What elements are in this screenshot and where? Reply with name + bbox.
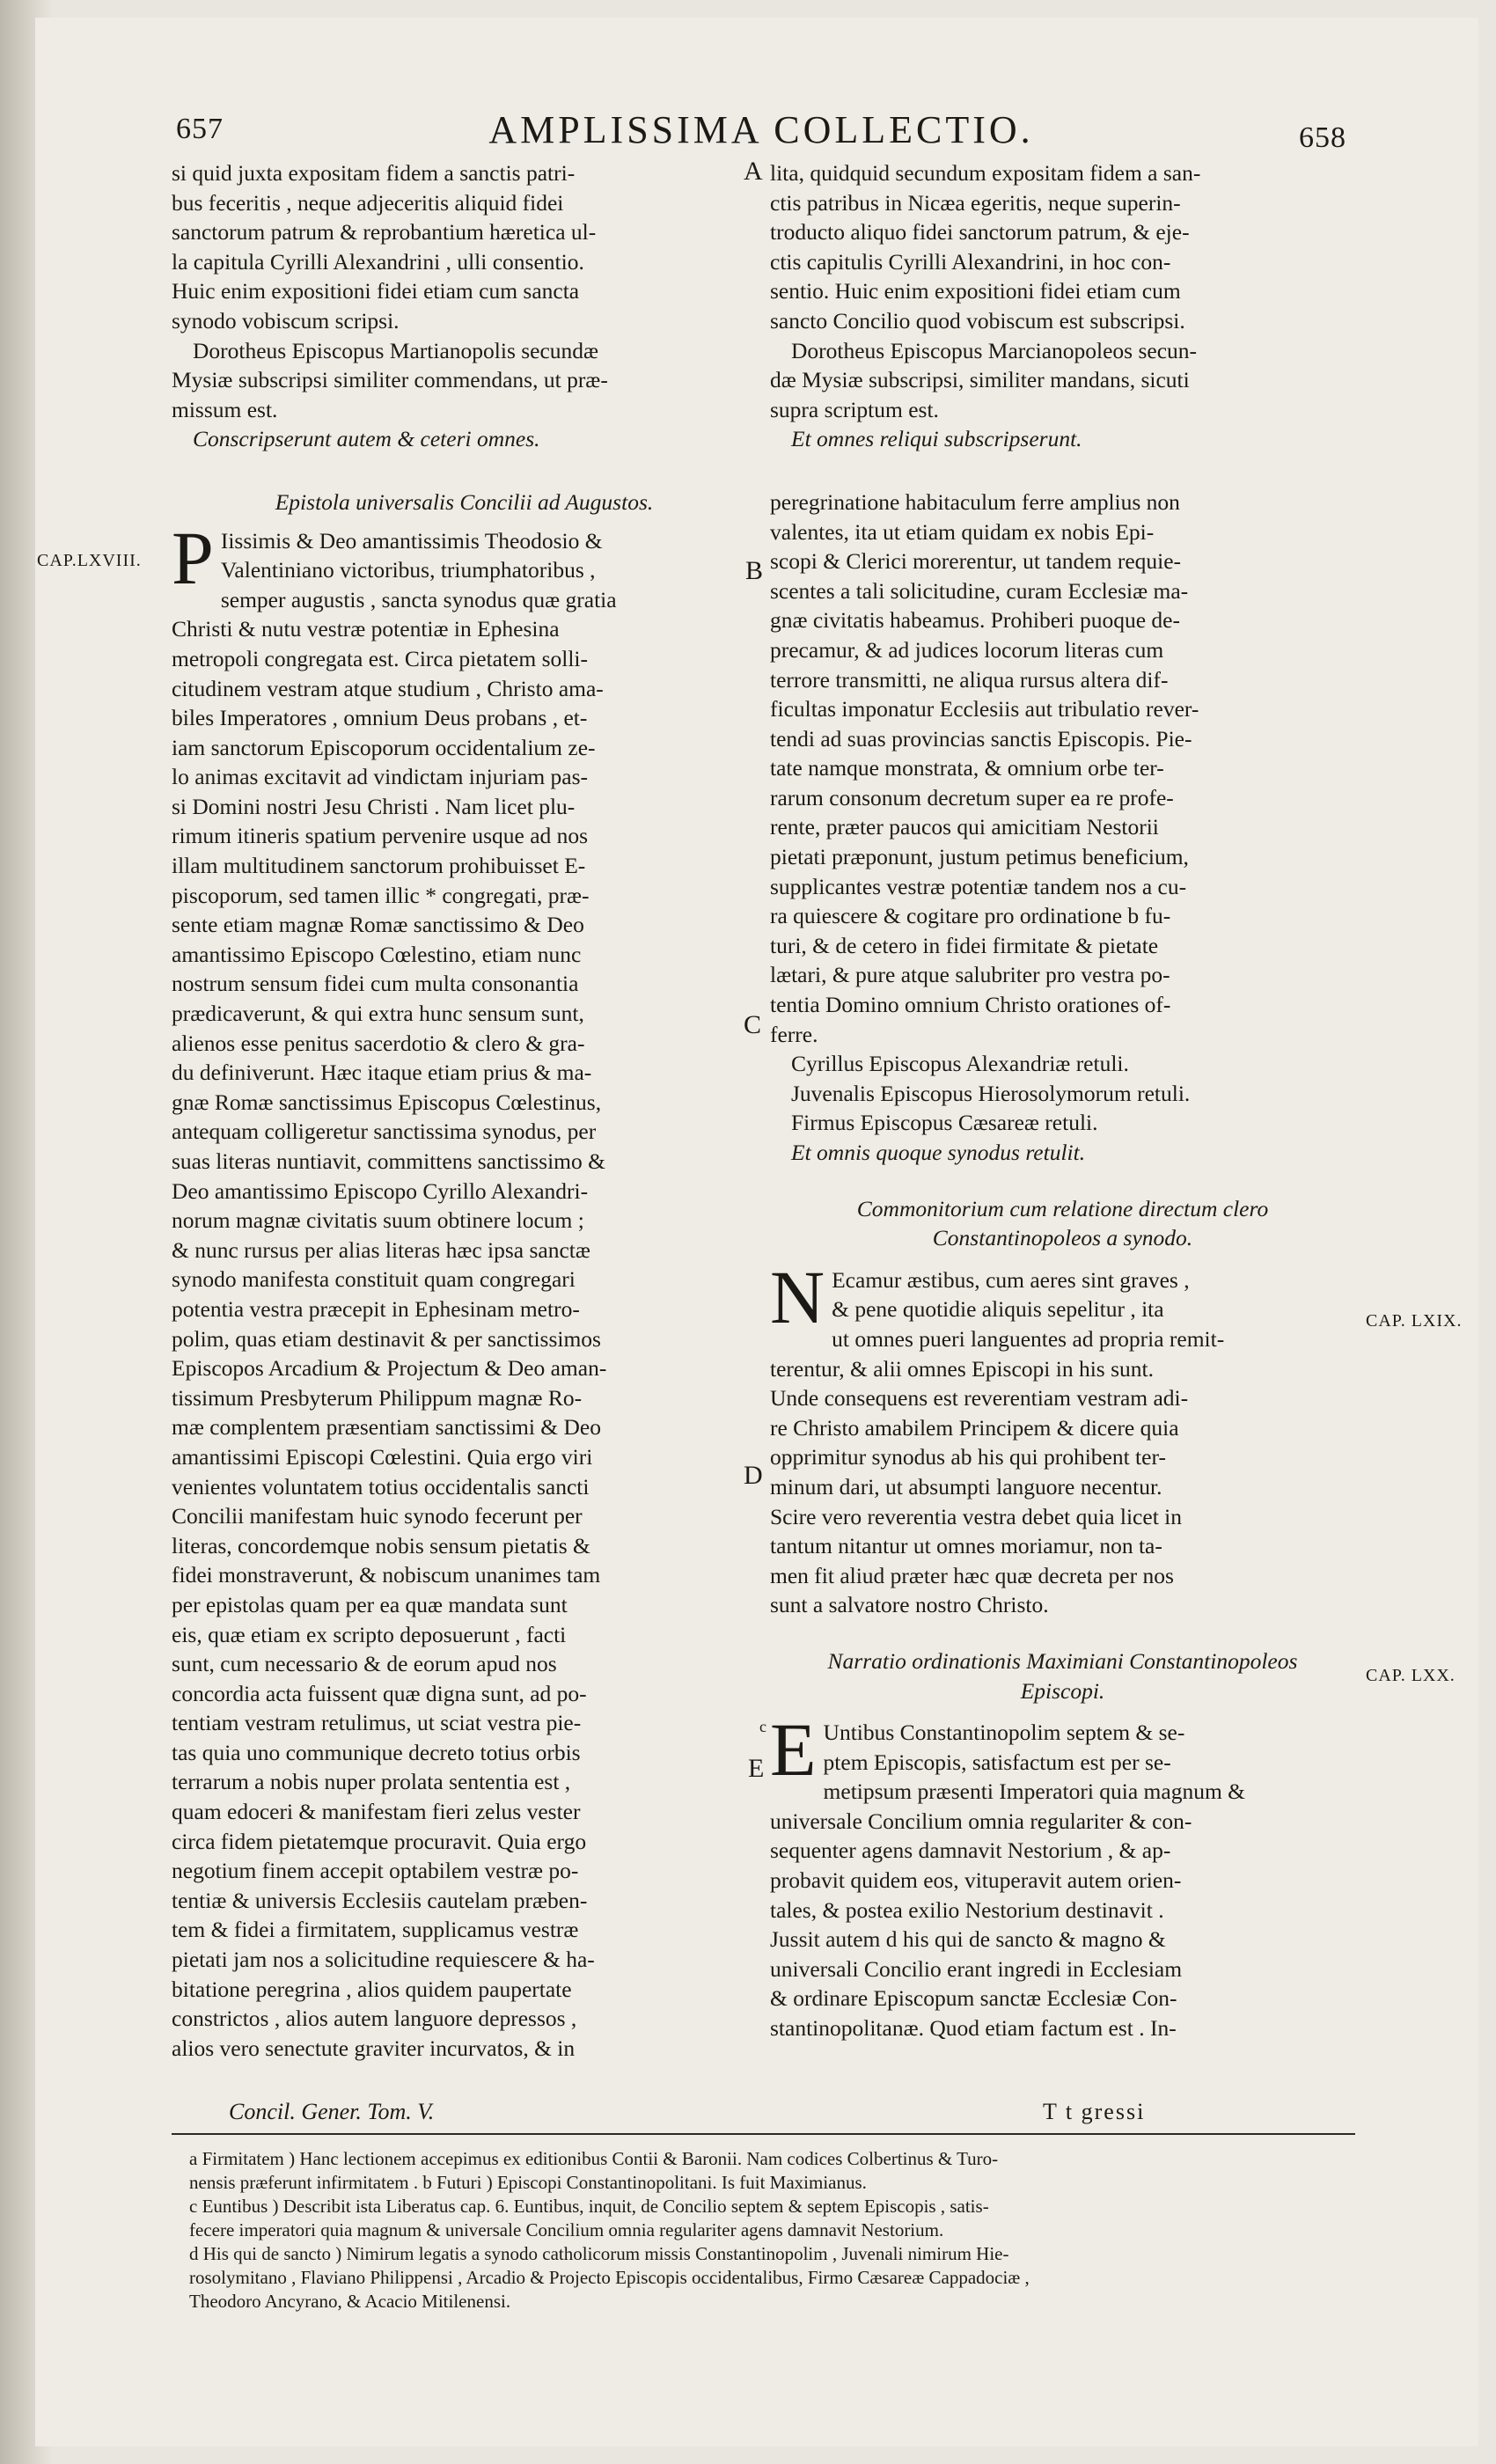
text-line: universali Concilio erant ingredi in Ecclesiam (770, 1955, 1183, 1982)
text-line: synodo vobiscum scripsi. (172, 307, 400, 334)
heading-line: Episcopi. (1020, 1677, 1105, 1704)
text-line: tentia Domino omnium Christo orationes of- (770, 992, 1171, 1018)
text-line: ptem Episcopis, satisfactum est per se- (823, 1749, 1171, 1775)
signature-line: Cyrillus Episcopus Alexandriæ retuli. (791, 1051, 1129, 1077)
text-line: iam sanctorum Episcoporum occidentalium ze- (172, 734, 596, 760)
volume-signature: Concil. Gener. Tom. V. (229, 2099, 435, 2124)
text-line: constrictos , alios autem languore depressos , (172, 2006, 577, 2032)
text-line: biles Imperatores , omnium Deus probans , et- (172, 705, 588, 731)
narratio-body (759, 1707, 1355, 2043)
heading-line: Constantinopoleos a synodo. (932, 1225, 1193, 1251)
footnote-rule (172, 2133, 1355, 2135)
text-line: lætari, & pure atque salubriter pro vestra po- (770, 962, 1170, 988)
text-line: tissimum Presbyterum Philippum magnæ Ro- (172, 1384, 583, 1411)
text-line: scopi & Clerici morerentur, ut tandem requie- (770, 548, 1182, 575)
omnes-reliqui-line: Et omnes reliqui subscripserunt. (791, 426, 1082, 452)
margin-cap-lxx: CAP. LXX. (1366, 1666, 1456, 1685)
text-line: scentes a tali solicitudine, curam Ecclesiæ ma- (770, 577, 1189, 604)
text-line: ra quiescere & cogitare pro ordinatione b fu- (770, 903, 1171, 929)
text-line: amantissimo Episcopo Cœlestino, etiam nunc (172, 941, 582, 967)
text-line: alios vero senectute graviter incurvatos, & in (172, 2035, 576, 2061)
text-line: venientes voluntatem totius occidentalis sancti (172, 1473, 590, 1500)
text-line: ficultas imponatur Ecclesiis aut tribulatio rever- (770, 696, 1199, 722)
text-line: metipsum præsenti Imperatori quia magnum & (823, 1778, 1246, 1805)
text-line: missum est. (172, 396, 278, 422)
right-top-paragraph (770, 158, 1355, 336)
text-line: Mysiæ subscripsi similiter commendans, ut præ- (172, 367, 608, 393)
page-number-left: 657 (176, 113, 224, 145)
text-line: gnæ Romæ sanctissimus Episcopus Cœlestinus, (172, 1089, 602, 1115)
text-line: & ordinare Episcopum sanctæ Ecclesiæ Con- (770, 1985, 1177, 2012)
text-line: sequenter agens damnavit Nestorium , & ap- (770, 1837, 1171, 1864)
text-line: suas literas nuntiavit, committens sanctissimo & (172, 1148, 605, 1174)
text-line: potentia vestra præcepit in Ephesinam metro- (172, 1295, 580, 1322)
narratio-heading (770, 1646, 1355, 1705)
epistola-heading: Epistola universalis Concilii ad Augustos. (275, 488, 654, 515)
text-line: Huic enim expositioni fidei etiam cum sancta (172, 278, 580, 304)
heading-line: Narratio ordinationis Maximiani Constantinopoleos (827, 1647, 1298, 1674)
text-line: synodo manifesta constituit quam congregari (172, 1266, 576, 1293)
text-line: sente etiam magnæ Romæ sanctissimo & Deo (172, 912, 584, 938)
text-line: Iissimis & Deo amantissimis Theodosio & (220, 527, 603, 554)
text-line: Valentiniano victoribus, triumphatoribus , (220, 557, 596, 583)
margin-cap-lxix: CAP. LXIX. (1366, 1311, 1463, 1331)
text-line: bitatione peregrina , alios quidem paupertate (172, 1976, 572, 2002)
left-dorotheus-paragraph (172, 336, 757, 425)
text-line: turi, & de cetero in fidei firmitate & pietate (770, 932, 1159, 958)
text-line: citudinem vestram atque studium , Christo ama- (172, 675, 604, 701)
text-line: troducto aliquo fidei sanctorum patrum, & eje- (770, 219, 1190, 246)
heading-line: Commonitorium cum relatione directum clero (856, 1195, 1269, 1221)
text-line: rimum itineris spatium pervenire usque ad nos (172, 823, 589, 849)
text-line: prædicaverunt, & qui extra hunc sensum sunt, (172, 1001, 584, 1027)
text-line: Scire vero reverentia vestra debet quia licet in (770, 1503, 1182, 1529)
section-letter-e: E (748, 1754, 765, 1783)
text-line: supra scriptum est. (770, 396, 939, 422)
text-line: tentiam vestram retulimus, ut sciat vestra pie- (172, 1710, 582, 1736)
text-line: Concilii manifestam huic synodo fecerunt per (172, 1503, 583, 1529)
text-line: terrarum a nobis nuper prolata sententia est , (172, 1769, 571, 1795)
text-line: quam edoceri & manifestam fieri zelus vester (172, 1799, 581, 1825)
text-line: peregrinatione habitaculum ferre amplius non (770, 488, 1180, 515)
text-line: la capitula Cyrilli Alexandrini , ulli consentio. (172, 248, 584, 275)
text-line: pietati præponunt, justum petimus beneficium, (770, 844, 1189, 870)
left-top-paragraph (172, 158, 757, 336)
text-line: tendi ad suas provincias sanctis Episcopis. Pie- (770, 725, 1192, 752)
text-line: valentes, ita ut etiam quidam ex nobis Epi- (770, 518, 1155, 545)
text-line: Untibus Constantinopolim septem & se- (823, 1720, 1185, 1746)
text-line: men fit aliud præter hæc quæ decreta per nos (770, 1562, 1174, 1588)
text-line: tate namque monstrata, & omnium orbe ter- (770, 755, 1164, 781)
text-line: Christi & nutu vestræ potentiæ in Ephesina (172, 616, 560, 642)
text-line: Episcopos Arcadium & Projectum & Deo aman- (172, 1355, 607, 1382)
text-line: sentio. Huic enim expositioni fidei etiam cum (770, 278, 1181, 304)
text-line: norum magnæ civitatis suum obtinere locum ; (172, 1207, 584, 1234)
text-line: Deo amantissimo Episcopo Cyrillo Alexandri- (172, 1177, 589, 1204)
text-line: amantissimi Episcopi Cœlestini. Quia ergo viri (172, 1443, 593, 1470)
section-letter-b: B (745, 556, 764, 585)
epistola-continuation (770, 488, 1355, 1049)
text-line: gnæ civitatis habeamus. Prohiberi puoque de- (770, 607, 1180, 634)
text-line: dæ Mysiæ subscripsi, similiter mandans, sicuti (770, 367, 1190, 393)
text-line: tas quia uno communique decreto totius orbis (172, 1739, 581, 1765)
right-dorotheus-paragraph (770, 336, 1355, 425)
text-line: sancto Concilio quod vobiscum est subscripsi. (770, 307, 1185, 334)
text-line: lo animas excitavit ad vindictam injuriam pas- (172, 764, 589, 790)
text-line: precamur, & ad judices locorum literas cum (770, 636, 1164, 663)
conscripserunt-line: Conscripserunt autem & ceteri omnes. (193, 426, 540, 452)
text-line: illam multitudinem sanctorum prohibuisset E- (172, 853, 586, 879)
text-line: opprimitur synodus ab his qui prohibent ter- (770, 1444, 1166, 1470)
text-line: ctis patribus in Nicæa egeritis, neque superin- (770, 189, 1181, 216)
section-letter-d: D (744, 1461, 763, 1490)
text-line: rente, præter paucos qui amicitiam Nestorii (770, 814, 1159, 840)
text-line: tantum nitantur ut omnes moriamur, non ta- (770, 1533, 1162, 1559)
text-line: supplicantes vestræ potentiæ tandem nos a cu- (770, 873, 1187, 899)
text-line: & pene quotidie aliquis sepelitur , ita (832, 1296, 1164, 1323)
commonitorium-body (770, 1254, 1355, 1620)
footnote-mark-c: c (759, 1718, 766, 1736)
text-line: fidei monstraverunt, & nobiscum unanimes tam (172, 1562, 601, 1588)
text-line: per epistolas quam per ea quæ mandata sunt (172, 1591, 568, 1617)
gathering-catchword: T t gressi (1043, 2099, 1146, 2124)
text-line: antequam colligeretur sanctissima synodus, per (172, 1118, 597, 1145)
text-line: universale Concilium omnia regulariter & con- (770, 1808, 1192, 1834)
signatures-block (770, 1049, 1355, 1167)
footnote-line: rosolymitano , Flaviano Philippensi , Arcadio & Projecto Episcopis occidentalibus, Firmo Cæsareæ Cappadociæ , (189, 2267, 1030, 2288)
text-line: sunt, cum necessario & de eorum apud nos (172, 1651, 557, 1677)
text-line: lita, quidquid secundum expositam fidem a san- (770, 160, 1201, 186)
right-column (759, 158, 1355, 2043)
footnote-line: d His qui de sancto ) Nimirum legatis a synodo catholicorum missis Constantinopolim , Juvenali nimirum Hie- (189, 2243, 1009, 2264)
text-line: Unde consequens est reverentiam vestram adi- (770, 1385, 1189, 1412)
text-line: si Domini nostri Jesu Christi . Nam licet plu- (172, 793, 576, 819)
text-line: probavit quidem eos, vituperavit autem orien- (770, 1867, 1182, 1894)
text-line: minum dari, ut absumpti languore necentur. (770, 1473, 1162, 1500)
dropcap-n: N (770, 1254, 825, 1339)
text-line: Dorotheus Episcopus Marcianopoleos secun- (791, 337, 1198, 363)
dropcap-p: P (172, 515, 214, 600)
text-line: negotium finem accepit optabilem vestræ po- (172, 1858, 579, 1884)
footnote-line: c Euntibus ) Describit ista Liberatus cap. 6. Euntibus, inquit, de Concilio septem & septem Episcopis , satis- (189, 2196, 989, 2217)
text-line: literas, concordemque nobis sensum pietatis & (172, 1532, 590, 1558)
text-line: metropoli congregata est. Circa pietatem solli- (172, 645, 589, 671)
text-line: eis, quæ etiam ex scripto deposuerunt , facti (172, 1621, 567, 1647)
section-letter-a: A (744, 157, 763, 186)
left-column (172, 158, 757, 2063)
text-line: Dorotheus Episcopus Martianopolis secundæ (193, 337, 599, 363)
text-line: sunt a salvatore nostro Christo. (770, 1592, 1049, 1618)
dropcap-e: E (770, 1707, 817, 1793)
running-title: AMPLISSIMA COLLECTIO. (488, 108, 1034, 151)
text-line: stantinopolitanæ. Quod etiam factum est . In- (770, 2015, 1177, 2042)
text-line: sanctorum patrum & reprobantium hæretica ul- (172, 219, 597, 246)
text-line: concordia acta fuissent quæ digna sunt, ad po- (172, 1680, 587, 1706)
text-line: piscoporum, sed tamen illic * congregati, præ- (172, 882, 590, 908)
footnote-line: a Firmitatem ) Hanc lectionem accepimus ex editionibus Contii & Baronii. Nam codices Colbertinus & Turo- (189, 2148, 999, 2169)
text-line: semper augustis , sancta synodus quæ gratia (220, 586, 617, 612)
signature-line: Juvenalis Episcopus Hierosolymorum retuli. (791, 1080, 1191, 1106)
footnote-line: fecere imperatori quia magnum & universale Concilium omnia regulariter agens damnavit Nestorium. (189, 2219, 944, 2240)
page-number-right: 658 (1299, 121, 1346, 154)
text-line: alienos esse penitus sacerdotio & clero & gra- (172, 1030, 585, 1056)
text-line: mæ complentem præsentiam sanctissimi & Deo (172, 1414, 601, 1441)
signature-line: Firmus Episcopus Cæsareæ retuli. (791, 1110, 1098, 1136)
footnote-line: nensis præferunt infirmitatem . b Futuri ) Episcopi Constantinopolitani. Is fuit Maximianus. (189, 2172, 867, 2193)
text-line: Jussit autem d his qui de sancto & magno & (770, 1926, 1166, 1953)
text-line: si quid juxta expositam fidem a sanctis patri- (172, 160, 576, 186)
text-line: ut omnes pueri languentes ad propria remit- (832, 1325, 1225, 1352)
text-line: re Christo amabilem Principem & dicere quia (770, 1414, 1179, 1441)
text-line: pietati jam nos a solicitudine requiescere & ha- (172, 1947, 595, 1973)
margin-cap-lxviii: CAP.LXVIII. (37, 551, 142, 570)
footnote-line: Theodoro Ancyrano, & Acacio Mitilenensi. (189, 2291, 511, 2312)
section-letter-c: C (744, 1010, 762, 1039)
text-line: rarum consonum decretum super ea re profe- (770, 784, 1174, 810)
text-line: polim, quas etiam destinavit & per sanctissimos (172, 1325, 601, 1352)
footnotes (189, 2147, 1351, 2314)
text-line: terrore transmitti, ne aliqua rursus altera dif- (770, 666, 1169, 693)
et-omnis-line: Et omnis quoque synodus retulit. (791, 1140, 1086, 1165)
text-line: ferre. (770, 1021, 818, 1047)
text-line: terentur, & alii omnes Episcopi in his sunt. (770, 1355, 1154, 1382)
text-line: tentiæ & universis Ecclesiis cautelam præben- (172, 1887, 588, 1913)
text-line: & nunc rursus per alias literas hæc ipsa sanctæ (172, 1236, 590, 1263)
text-line: bus feceritis , neque adjeceritis aliquid fidei (172, 189, 564, 216)
text-line: ctis capitulis Cyrilli Alexandrini, in hoc con- (770, 248, 1171, 275)
text-line: du definiverunt. Hæc itaque etiam prius & ma- (172, 1060, 592, 1086)
text-line: Ecamur æstibus, cum aeres sint graves , (832, 1266, 1190, 1293)
page-header (176, 108, 1346, 157)
text-line: tales, & postea exilio Nestorium destinavit . (770, 1896, 1164, 1923)
text-line: tem & fidei a firmitatem, supplicamus vestræ (172, 1917, 579, 1943)
commonitorium-heading (770, 1194, 1355, 1253)
epistola-body (172, 515, 757, 2064)
text-line: nostrum sensum fidei cum multa consonantia (172, 971, 579, 997)
text-line: circa fidem pietatemque procuravit. Quia ergo (172, 1828, 587, 1854)
